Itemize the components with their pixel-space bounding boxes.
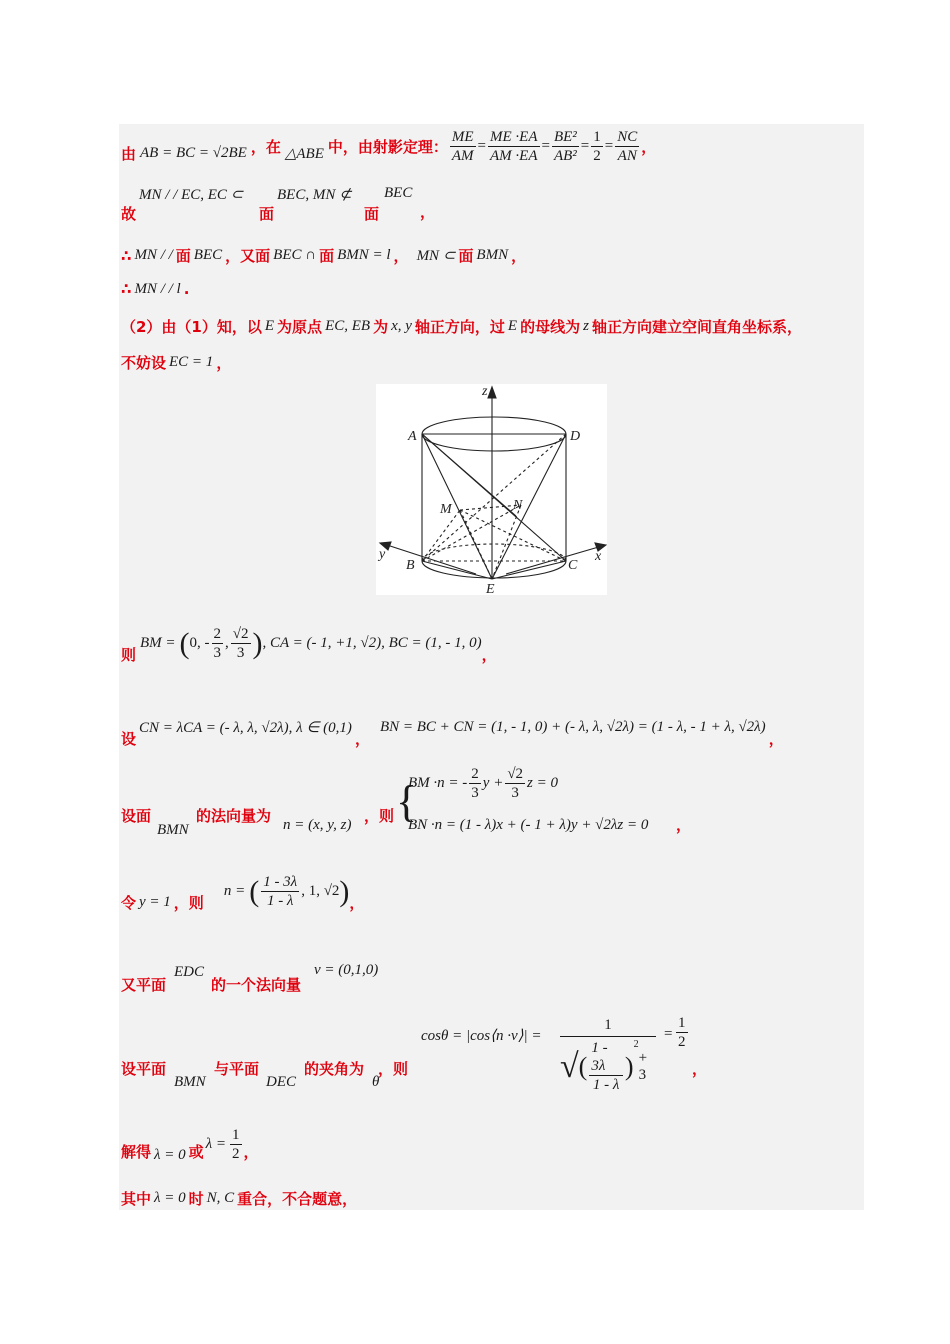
eq-bec: BEC [384,185,413,201]
eq-ab-bc: AB = BC = √2BE [140,145,247,161]
label-a: A [408,429,417,444]
bottom-ellipse-back [422,544,566,561]
plane-bmn-2: BMN [174,1074,206,1090]
line-3: ∴ MN / / 面 BEC ，又面 BEC ∩ 面 BMN = l ， MN ⊂ 面 BMN ， [121,246,527,265]
line-1: 由 AB = BC = √2BE ，在 △ABE 中，由射影定理： $\frac{ME}{AM}$ = $\frac{ME \cdot EA}{AM \cdot EA}$ = $\frac{\text{BE²}}{\text{AB²}}$ = $\frac{1}{2}$ = $\frac{NC}{AN}$ ， [121,129,657,164]
label-d: D [570,429,581,444]
text-mian-1: 面 [259,205,275,223]
fraction-me-am: $\frac{ME}{AM}$ [451,129,474,164]
label-c: C [568,558,578,573]
triangle-abe: △ABE [284,146,324,162]
line-10: 令 y = 1 ，则 n = ( $\frac{1 - 3\lambda}{1 - \lambda}$ , 1, √2 ) ， [121,874,365,912]
text-projection-theorem: 中，由射影定理： [327,138,448,156]
segment-bn [422,505,521,561]
normal-vector-v: v = (0,1,0) [314,962,379,978]
theta: θ [372,1074,380,1090]
cylinder-figure [376,384,607,595]
text-mian-2: 面 [364,205,380,223]
big-fraction: 1 √ ( $\frac{1 - 3\lambda}{1 - \lambda}$ ) 2 + 3 [560,1014,656,1094]
eq-mn-parallel-ec: MN / / EC, EC ⊂ [139,187,244,203]
line-14: 其中 λ = 0 时 N, C 重合，不合题意， [121,1190,358,1208]
line-4: ∴ MN / / l . [121,280,190,298]
y-axis [384,544,476,574]
fraction-be2-ab2: $\frac{\text{BE²}}{\text{AB²}}$ [553,129,577,164]
system-brace: { [396,777,418,826]
line-13: 解得 λ = 0 或 λ = $\frac{1}{2}$ ， [121,1127,259,1163]
label-b: B [406,558,415,573]
plane-bmn: BMN [157,822,189,838]
fraction-meea-amea: $\frac{ME \cdot EA}{AM \cdot EA}$ [490,129,538,164]
normal-vector: n = (x, y, z) [283,817,352,833]
plane-dec: DEC [266,1074,296,1090]
eq-bec-mn: BEC, MN ⊄ [277,187,352,203]
label-m: M [440,502,452,517]
line-6: 不妨设 EC = 1 ， [121,354,232,372]
label-z: z [482,384,488,399]
cylinder-diagram [376,384,607,595]
fraction-nc-an: $\frac{NC}{AN}$ [617,129,638,164]
text-gu: 故 [121,205,137,223]
fraction-one-half: $\frac{1}{2}$ [593,129,601,164]
label-n: N [513,498,523,513]
line-8: 设 CN = λCA = (- λ, λ, √2λ), λ ∈ (0,1) ， BN = BC + CN = (1, - 1, 0) + (- λ, λ, √2λ) = (1 - λ, - 1 + λ, √2λ) ， [121,719,784,748]
line-7: 则 BM = ( 0, - $\frac{2}{3}$ , $\frac{√2}{3}$ ) , CA = (- 1, +1, √2), BC = (1, - 1, 0) ， [121,626,497,664]
system-eq-1: BM ·n = - $\frac{2}{3}$ y + $\frac{√2}{3}$ z = 0 [408,766,559,801]
plane-edc: EDC [174,964,204,980]
fraction-half: $\frac{1}{2}$ [678,1015,686,1050]
line-5: （2）由（1）知，以 E 为原点 EC, EB 为 x, y 轴正方向，过 E 的母线为 z 轴正方向建立空间直角坐标系， [121,318,802,336]
label-e: E [486,582,495,595]
label-x: x [595,549,602,564]
cos-expression: cosθ = |cos⟨n ·v⟩| = [421,1028,542,1044]
text-you: 由 [121,145,137,163]
system-eq-2: BN ·n = (1 - λ)x + (- 1 + λ)y + √2λz = 0 [408,817,649,833]
content-panel [119,124,864,1210]
z-axis-arrow [488,387,496,398]
label-y: y [379,547,386,562]
therefore-icon: ∴ [121,246,132,265]
segment-ea [422,434,492,579]
text-zai: ，在 [250,138,281,156]
